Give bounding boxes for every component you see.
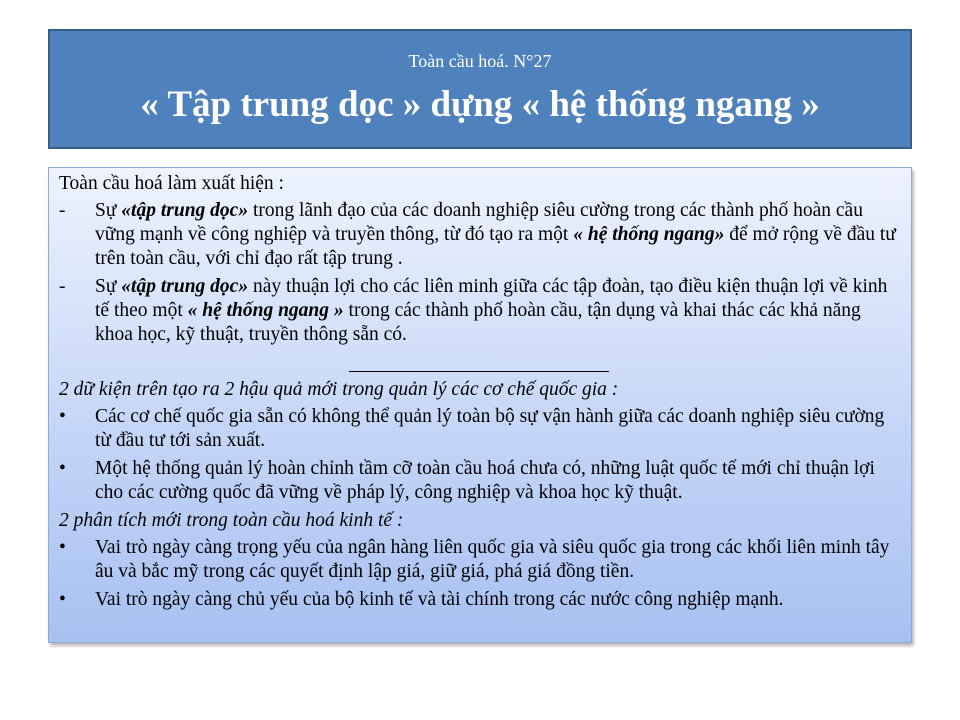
emphasis-term: « hệ thống ngang» [573,224,725,245]
bullet-marker: • [59,589,66,610]
item-text: Sự [95,276,122,297]
bullet-marker: • [59,537,66,558]
content-box [48,167,912,643]
bullet-item [59,457,903,505]
section-heading-analyses: 2 phân tích mới trong toàn cầu hoá kinh tế : [59,510,404,531]
item-text: Vai trò ngày càng chủ yếu của bộ kinh tế và tài chính trong các nước công nghiệp mạnh. [95,589,784,610]
section-heading-consequences: 2 dữ kiện trên tạo ra 2 hậu quả mới trong quản lý các cơ chế quốc gia : [59,379,619,400]
dash-item [59,275,903,347]
slide-title: « Tập trung dọc » dựng « hệ thống ngang » [140,84,820,125]
emphasis-term: «tập trung dọc» [121,276,249,297]
slide-subtitle: Toàn cầu hoá. N°27 [408,51,552,71]
intro-line: Toàn cầu hoá làm xuất hiện : [59,173,284,194]
item-text: này thuận lợi cho các liên minh giữa các tập đoàn, tạo điều kiện thuận lợi về kinh tế theo một [95,276,888,321]
emphasis-term: « hệ thống ngang » [187,300,344,321]
bullet-item [59,405,903,453]
title-banner [48,29,912,149]
item-text: Một hệ thống quản lý hoàn chỉnh tầm cỡ toàn cầu hoá chưa có, những luật quốc tế mới chỉ thuận lợi cho các cường quốc đã vững về pháp lý, công nghiệp và khoa học kỹ thuật. [95,458,875,503]
bullet-item [59,588,903,612]
item-text: Sự [95,200,122,221]
emphasis-term: «tập trung dọc» [121,200,249,221]
separator-line [349,371,609,372]
item-text: trong lãnh đạo của các doanh nghiệp siêu cường trong các thành phố hoàn cầu vững mạnh về công nghiệp và truyền thông, từ đó tạo ra một [95,200,863,245]
item-text: trong các thành phố hoàn cầu, tận dụng và khai thác các khả năng khoa học, kỹ thuật, truyền thông sẵn có. [95,300,861,345]
item-text: để mở rộng về đầu tư trên toàn cầu, với chỉ đạo rất tập trung . [95,224,896,269]
item-text: Vai trò ngày càng trọng yếu của ngân hàng liên quốc gia và siêu quốc gia trong các khối liên minh tây âu và bắc mỹ trong các quyết định lập giá, giữ giá, phá giá đồng tiền. [95,537,890,582]
bullet-item [59,536,903,584]
bullet-marker: • [59,458,66,479]
dash-item [59,199,903,271]
dash-marker: - [59,200,66,221]
dash-marker: - [59,276,66,297]
item-text: Các cơ chế quốc gia sẵn có không thể quản lý toàn bộ sự vận hành giữa các doanh nghiệp siêu cường từ đầu tư tới sản xuất. [95,406,885,451]
bullet-marker: • [59,406,66,427]
